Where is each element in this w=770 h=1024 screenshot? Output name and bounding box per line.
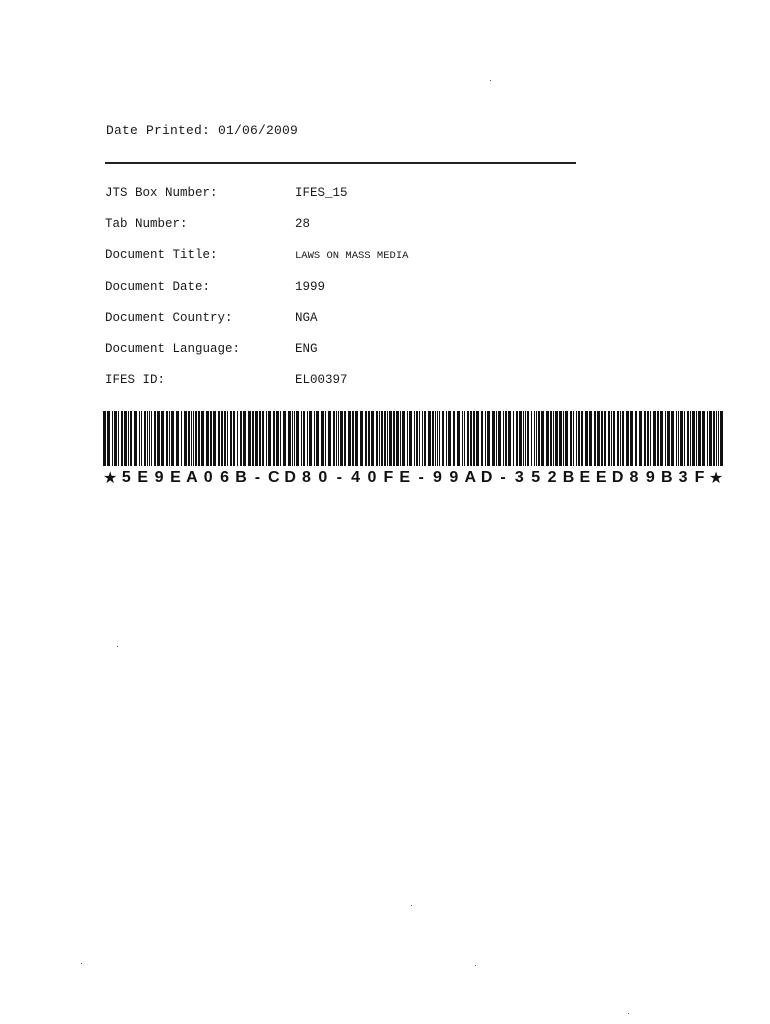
barcode-char: 3 [514, 469, 524, 486]
barcode-bar [103, 411, 106, 466]
barcode-char: 3 [678, 469, 688, 486]
barcode-bar [647, 411, 649, 466]
barcode-bar [498, 411, 501, 466]
barcode-bar [360, 411, 363, 466]
field-value: 28 [295, 217, 311, 231]
barcode-char: 5 [531, 469, 541, 486]
barcode-bar [414, 411, 415, 466]
barcode-bar [419, 411, 420, 466]
barcode-bar [563, 411, 564, 466]
scan-speck [117, 646, 118, 647]
barcode-bar [384, 411, 386, 466]
barcode-bar [387, 411, 388, 466]
barcode-bar [188, 411, 190, 466]
barcode-bar [195, 411, 197, 466]
barcode-bar [333, 411, 335, 466]
scan-speck [411, 905, 412, 906]
barcode-bar [157, 411, 160, 466]
barcode-bar [597, 411, 600, 466]
barcode-bar [538, 411, 540, 466]
barcode-char: 4 [351, 469, 361, 486]
barcode-bar [227, 411, 228, 466]
barcode-bar [470, 411, 472, 466]
barcode-bar [684, 411, 685, 466]
field-value: IFES_15 [295, 186, 348, 200]
scan-speck [81, 963, 82, 964]
barcode-bar [546, 411, 549, 466]
barcode-bar [248, 411, 251, 466]
barcode-bar [687, 411, 689, 466]
barcode-bar [130, 411, 132, 466]
barcode-bar [376, 411, 378, 466]
barcode-bar [314, 411, 315, 466]
barcode-char: ★ [103, 470, 118, 487]
barcode-bar [365, 411, 367, 466]
barcode-char: 0 [318, 469, 328, 486]
barcode-bar [416, 411, 418, 466]
barcode-bar [525, 411, 526, 466]
barcode-bar [581, 411, 583, 466]
barcode-bar [176, 411, 179, 466]
barcode-bar [280, 411, 281, 466]
barcode-bar [193, 411, 194, 466]
barcode-bar [473, 411, 475, 466]
barcode-bar [709, 411, 712, 466]
barcode-bar [464, 411, 465, 466]
horizontal-rule [105, 162, 576, 164]
barcode-bar [680, 411, 683, 466]
barcode-bar [707, 411, 708, 466]
barcode-char: - [500, 469, 506, 486]
barcode-bar [585, 411, 588, 466]
barcode-bar [644, 411, 646, 466]
field-row-tab-number [105, 217, 585, 235]
barcode-bar [519, 411, 522, 466]
barcode-char: F [383, 469, 394, 486]
barcode-bar [243, 411, 246, 466]
barcode-bar [252, 411, 254, 466]
field-row-document-country [105, 311, 585, 329]
field-label: Document Date: [105, 280, 211, 294]
barcode-bar [650, 411, 651, 466]
barcode-bar [630, 411, 633, 466]
barcode-bar [667, 411, 670, 466]
barcode-bar [262, 411, 264, 466]
barcode-bar [325, 411, 326, 466]
barcode-char: 9 [449, 469, 459, 486]
barcode-bar [660, 411, 663, 466]
barcode-bar [527, 411, 529, 466]
barcode-bar [213, 411, 216, 466]
barcode-bar [492, 411, 495, 466]
barcode-char: 0 [203, 469, 213, 486]
barcode-bar [307, 411, 308, 466]
barcode-bar [294, 411, 295, 466]
barcode-bar [639, 411, 642, 466]
barcode-char: 5 [121, 469, 131, 486]
barcode-bar [292, 411, 293, 466]
barcode-bar [635, 411, 637, 466]
barcode-bar [476, 411, 479, 466]
barcode-char: B [660, 469, 673, 486]
barcode-char: 2 [547, 469, 557, 486]
barcode [103, 411, 724, 487]
barcode-bar [303, 411, 305, 466]
barcode-bar [442, 411, 444, 466]
barcode-bar [613, 411, 615, 466]
barcode-bar [171, 411, 174, 466]
barcode-bar [316, 411, 319, 466]
barcode-char: C [267, 469, 280, 486]
barcode-char: - [336, 469, 342, 486]
barcode-char: - [418, 469, 424, 486]
barcode-bar [485, 411, 486, 466]
barcode-bar [601, 411, 603, 466]
barcode-bar [283, 411, 286, 466]
barcode-bar [676, 411, 677, 466]
barcode-bar [573, 411, 574, 466]
barcode-bar [169, 411, 170, 466]
barcode-bar [439, 411, 440, 466]
barcode-bar [139, 411, 140, 466]
barcode-bar [617, 411, 619, 466]
barcode-bar [604, 411, 606, 466]
barcode-char: ★ [708, 470, 724, 487]
barcode-bar [144, 411, 146, 466]
barcode-char: 9 [154, 469, 164, 486]
barcode-bar [496, 411, 497, 466]
barcode-bar [218, 411, 220, 466]
field-row-ifes-id [105, 373, 585, 391]
barcode-bar [114, 411, 117, 466]
barcode-char: B [562, 469, 575, 486]
barcode-bar [594, 411, 596, 466]
barcode-bar [210, 411, 212, 466]
barcode-bar [698, 411, 701, 466]
barcode-bar [201, 411, 204, 466]
barcode-bar [541, 411, 544, 466]
barcode-bar [371, 411, 374, 466]
barcode-bar [321, 411, 324, 466]
barcode-bar [407, 411, 408, 466]
barcode-bar [121, 411, 123, 466]
barcode-bar [402, 411, 405, 466]
barcode-bar [379, 411, 380, 466]
barcode-bar [161, 411, 164, 466]
barcode-bar [240, 411, 242, 466]
field-row-document-title [105, 248, 585, 266]
barcode-bar [268, 411, 271, 466]
barcode-bar [301, 411, 302, 466]
barcode-bar [516, 411, 518, 466]
barcode-bar [255, 411, 258, 466]
barcode-bar [570, 411, 572, 466]
barcode-char: 0 [367, 469, 377, 486]
barcode-bar [141, 411, 142, 466]
barcode-bar [328, 411, 331, 466]
field-row-jts-box-number [105, 186, 585, 204]
scan-speck [628, 1013, 629, 1014]
barcode-char: E [137, 469, 149, 486]
field-label: IFES ID: [105, 373, 166, 387]
field-value: 1999 [295, 280, 326, 294]
barcode-bar [553, 411, 554, 466]
barcode-bar [336, 411, 337, 466]
barcode-bar [381, 411, 383, 466]
barcode-char: B [235, 469, 247, 486]
barcode-char: F [694, 469, 705, 486]
barcode-bar [348, 411, 351, 466]
barcode-bar [578, 411, 580, 466]
barcode-bar [432, 411, 434, 466]
barcode-bar [611, 411, 612, 466]
barcode-bar [428, 411, 431, 466]
barcode-char: D [611, 469, 624, 486]
barcode-bar [462, 411, 463, 466]
barcode-bar [437, 411, 438, 466]
barcode-bar [259, 411, 261, 466]
barcode-bar [622, 411, 624, 466]
barcode-bar [657, 411, 659, 466]
barcode-bar [718, 411, 719, 466]
barcode-bar [467, 411, 469, 466]
barcode-bar [505, 411, 507, 466]
barcode-bar [503, 411, 504, 466]
barcode-bar [487, 411, 490, 466]
barcode-bar [435, 411, 436, 466]
barcode-char: 9 [645, 469, 655, 486]
field-label: Tab Number: [105, 217, 188, 231]
barcode-bar [266, 411, 267, 466]
barcode-bar [368, 411, 370, 466]
barcode-bar [233, 411, 235, 466]
barcode-bar [690, 411, 691, 466]
field-value: EL00397 [295, 373, 348, 387]
barcode-bar [409, 411, 412, 466]
scan-speck [490, 80, 491, 81]
barcode-bar [224, 411, 226, 466]
date-printed: Date Printed: 01/06/2009 [106, 123, 299, 138]
barcode-bar [149, 411, 150, 466]
barcode-bar [550, 411, 552, 466]
barcode-bar [424, 411, 426, 466]
barcode-bar [559, 411, 562, 466]
barcode-bar [118, 411, 119, 466]
barcode-bar [696, 411, 697, 466]
barcode-bar [389, 411, 392, 466]
barcode-bar [671, 411, 674, 466]
barcode-char: A [186, 469, 198, 486]
barcode-bar [513, 411, 514, 466]
barcode-bar [702, 411, 705, 466]
barcode-bar [191, 411, 192, 466]
barcode-bar [181, 411, 182, 466]
barcode-bar [453, 411, 455, 466]
barcode-bar [608, 411, 610, 466]
barcode-bar [206, 411, 209, 466]
barcode-bar [653, 411, 656, 466]
barcode-bar [720, 411, 723, 466]
barcode-bar [198, 411, 200, 466]
barcode-bar [626, 411, 629, 466]
barcode-bar [396, 411, 399, 466]
barcode-bar [273, 411, 275, 466]
barcode-bar [134, 411, 137, 466]
barcode-text [103, 466, 723, 490]
barcode-bar [340, 411, 343, 466]
barcode-bar [355, 411, 358, 466]
barcode-char: 8 [629, 469, 639, 486]
barcode-char: 6 [220, 469, 230, 486]
barcode-bar [288, 411, 291, 466]
barcode-char: 9 [433, 469, 442, 486]
scan-speck [475, 965, 476, 966]
barcode-bar [555, 411, 558, 466]
barcode-bar [448, 411, 451, 466]
barcode-bar [716, 411, 717, 466]
barcode-bar [692, 411, 695, 466]
barcode-bar [481, 411, 483, 466]
barcode-char: E [399, 469, 411, 486]
barcode-bar [276, 411, 279, 466]
barcode-bar [446, 411, 447, 466]
barcode-bar [166, 411, 168, 466]
barcode-bar [393, 411, 395, 466]
barcode-char: E [579, 469, 591, 486]
barcode-bar [230, 411, 232, 466]
barcode-bar [309, 411, 312, 466]
barcode-char: E [595, 469, 607, 486]
barcode-bar [665, 411, 666, 466]
barcode-bar [422, 411, 423, 466]
field-row-document-language [105, 342, 585, 360]
barcode-char: D [480, 469, 493, 486]
barcode-bar [112, 411, 113, 466]
barcode-bar [184, 411, 187, 466]
field-label: Document Title: [105, 248, 218, 262]
barcode-bar [128, 411, 129, 466]
barcode-bar [565, 411, 568, 466]
barcode-char: A [464, 469, 477, 486]
barcode-char: E [170, 469, 181, 486]
field-value: ENG [295, 342, 318, 356]
barcode-bar [523, 411, 524, 466]
field-row-document-date [105, 280, 585, 298]
field-label: Document Country: [105, 311, 233, 325]
barcode-bar [352, 411, 354, 466]
barcode-bar [536, 411, 537, 466]
field-value: NGA [295, 311, 318, 325]
barcode-bar [237, 411, 238, 466]
barcode-bar [400, 411, 401, 466]
barcode-bar [154, 411, 156, 466]
barcode-bar [124, 411, 127, 466]
barcode-bar [508, 411, 511, 466]
barcode-bar [531, 411, 532, 466]
barcode-bar [678, 411, 679, 466]
barcode-char: 8 [302, 469, 311, 486]
barcode-bar [589, 411, 592, 466]
barcode-bars [103, 411, 723, 466]
barcode-bar [534, 411, 535, 466]
barcode-bar [221, 411, 223, 466]
barcode-bar [338, 411, 339, 466]
barcode-char: - [254, 469, 261, 486]
barcode-bar [620, 411, 621, 466]
barcode-bar [344, 411, 346, 466]
barcode-bar [713, 411, 715, 466]
field-label: JTS Box Number: [105, 186, 218, 200]
barcode-bar [147, 411, 148, 466]
barcode-bar [107, 411, 110, 466]
field-label: Document Language: [105, 342, 241, 356]
barcode-bar [576, 411, 577, 466]
barcode-char: D [284, 469, 296, 486]
barcode-bar [457, 411, 460, 466]
barcode-bar [151, 411, 152, 466]
barcode-bar [296, 411, 299, 466]
field-value: LAWS ON MASS MEDIA [295, 250, 409, 262]
